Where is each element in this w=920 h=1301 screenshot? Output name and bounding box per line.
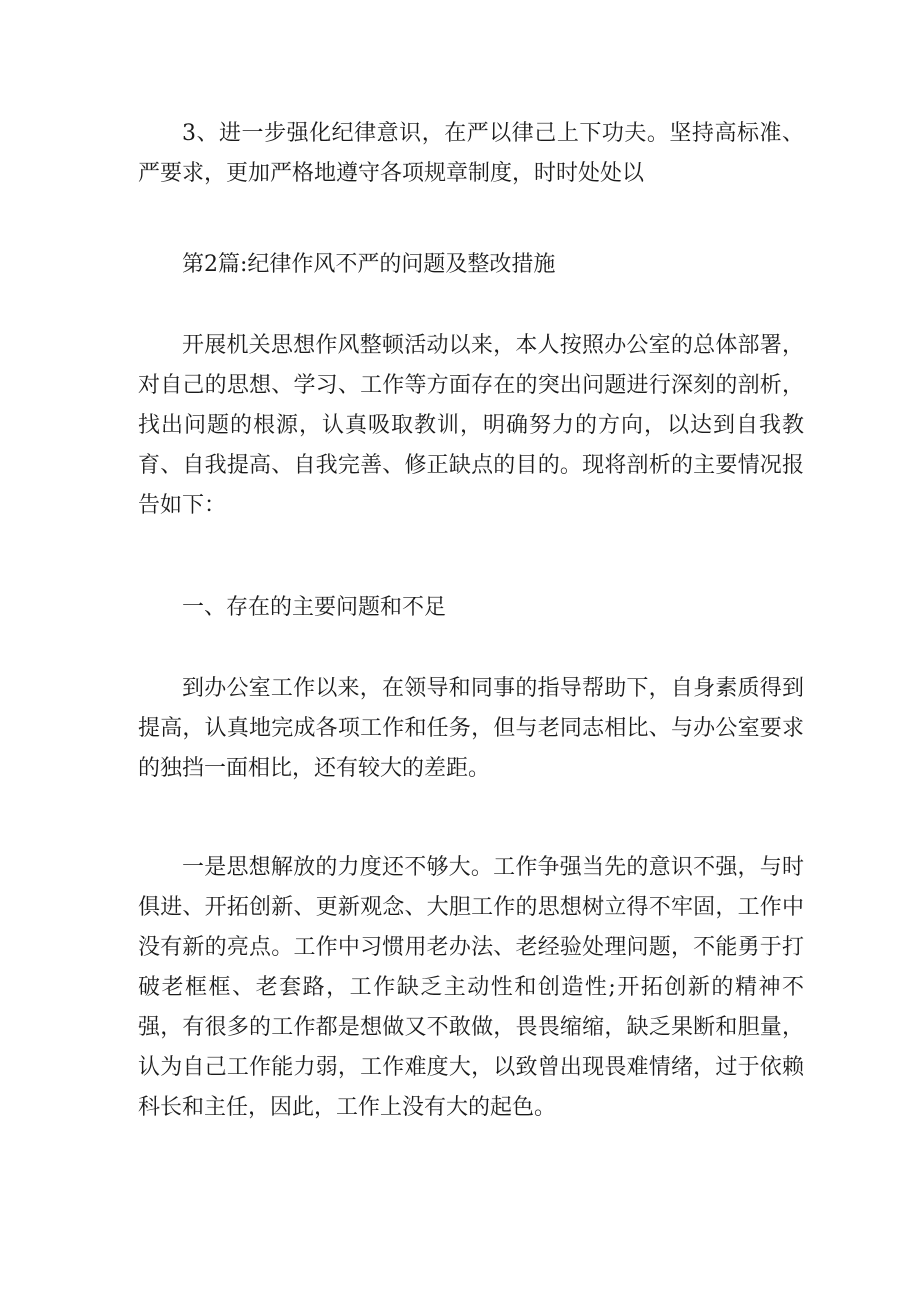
paragraph-point-one: 一是思想解放的力度还不够大。工作争强当先的意识不强，与时俱进、开拓创新、更新观念、大胆工作的思想树立得不牢固，工作中没有新的亮点。工作中习惯用老办法、老经验处理问题，不能勇于打破老框框、老套路，工作缺乏主动性和创造性;开拓创新的精神不强，有很多的工作都是想做又不敢做，畏畏缩缩，缺乏果断和胆量，认为自己工作能力弱，工作难度大，以致曾出现畏难情绪，过于依赖科长和主任，因此，工作上没有大的起色。 (138, 855, 804, 1120)
paragraph-discipline-awareness: 3、进一步强化纪律意识，在严以律己上下功夫。坚持高标准、严要求，更加严格地遵守各项规章制度，时时处处以 (138, 121, 804, 186)
paragraph-work-since-joining: 到办公室工作以来，在领导和同事的指导帮助下，自身素质得到提高，认真地完成各项工作和任务，但与老同志相比、与办公室要求的独挡一面相比，还有较大的差距。 (138, 676, 804, 781)
paragraph-introduction: 开展机关思想作风整顿活动以来，本人按照办公室的总体部署，对自己的思想、学习、工作等方面存在的突出问题进行深刻的剖析，找出问题的根源，认真吸取教训，明确努力的方向，以达到自我教育、自我提高、自我完善、修正缺点的目的。现将剖析的主要情况报告如下： (138, 333, 804, 518)
heading-main-problems: 一、存在的主要问题和不足 (182, 595, 447, 620)
section-title: 第2篇:纪律作风不严的问题及整改措施 (182, 252, 556, 277)
